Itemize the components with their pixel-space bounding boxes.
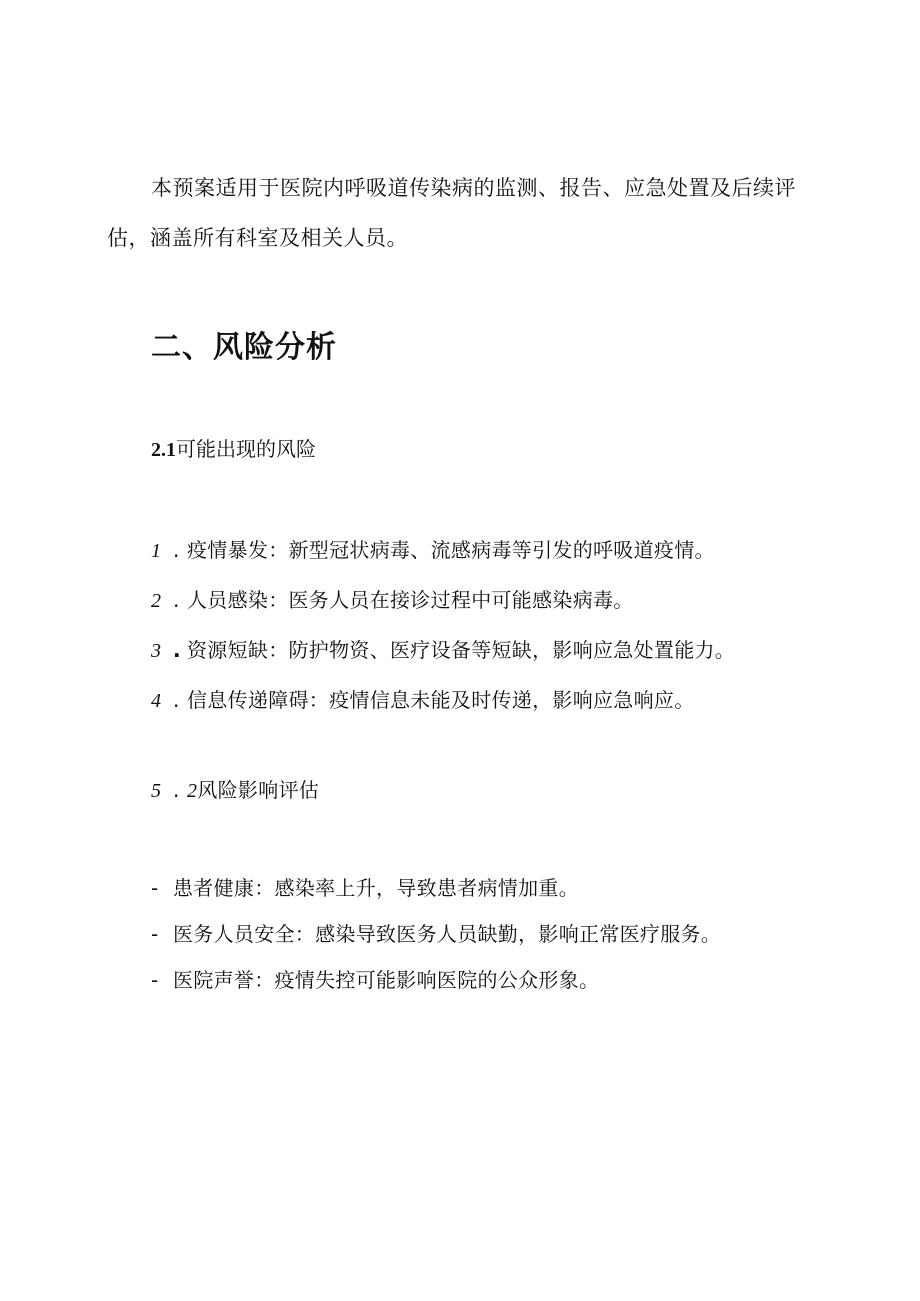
risk-item-text: 疫情暴发：新型冠状病毒、流感病毒等引发的呼吸道疫情。	[187, 538, 715, 562]
risk-item-index: 1	[151, 540, 162, 562]
risk-item-sep: .	[173, 538, 180, 562]
risk-item-sep: .	[173, 638, 181, 662]
risk-item-text: 资源短缺：防护物资、医疗设备等短缺，影响应急处置能力。	[187, 638, 736, 662]
risk-item-index: 4	[151, 690, 162, 712]
subheading-possible-risks	[151, 433, 316, 462]
section-heading-risk-analysis: 二、风险分析	[151, 330, 337, 365]
subheading-sep: .	[173, 778, 180, 802]
impact-bullet: -	[151, 968, 159, 992]
impact-bullet: -	[151, 922, 159, 946]
risk-item	[151, 684, 695, 713]
intro-paragraph: 本预案适用于医院内呼吸道传染病的监测、报告、应急处置及后续评估，涵盖所有科室及相关人员。	[107, 176, 796, 250]
impact-item-text: 医务人员安全：感染导致医务人员缺勤，影响正常医疗服务。	[173, 922, 722, 946]
risk-item-sep: .	[173, 688, 180, 712]
risk-item	[151, 634, 735, 663]
subheading-title: 可能出现的风险	[176, 437, 316, 461]
risk-item-index: 2	[151, 590, 162, 612]
impact-bullet: -	[151, 876, 159, 900]
risk-item-text: 信息传递障碍：疫情信息未能及时传递，影响应急响应。	[187, 688, 695, 712]
impact-item-text: 患者健康：感染率上升，导致患者病情加重。	[173, 876, 579, 900]
impact-item-text: 医院声誉：疫情失控可能影响医院的公众形象。	[173, 968, 600, 992]
subheading-risk-impact	[151, 774, 319, 803]
impact-item	[151, 964, 599, 993]
subheading-title: 风险影响评估	[197, 778, 320, 802]
risk-item	[151, 534, 715, 563]
impact-item	[151, 918, 721, 947]
impact-item	[151, 872, 579, 901]
risk-item-text: 人员感染：医务人员在接诊过程中可能感染病毒。	[187, 588, 634, 612]
subheading-number: 2.1	[151, 439, 176, 461]
risk-item	[151, 584, 634, 613]
risk-item-sep: .	[173, 588, 180, 612]
subheading-index: 5	[151, 780, 162, 802]
risk-item-index: 3	[151, 640, 162, 662]
subheading-number: 2	[187, 780, 198, 802]
